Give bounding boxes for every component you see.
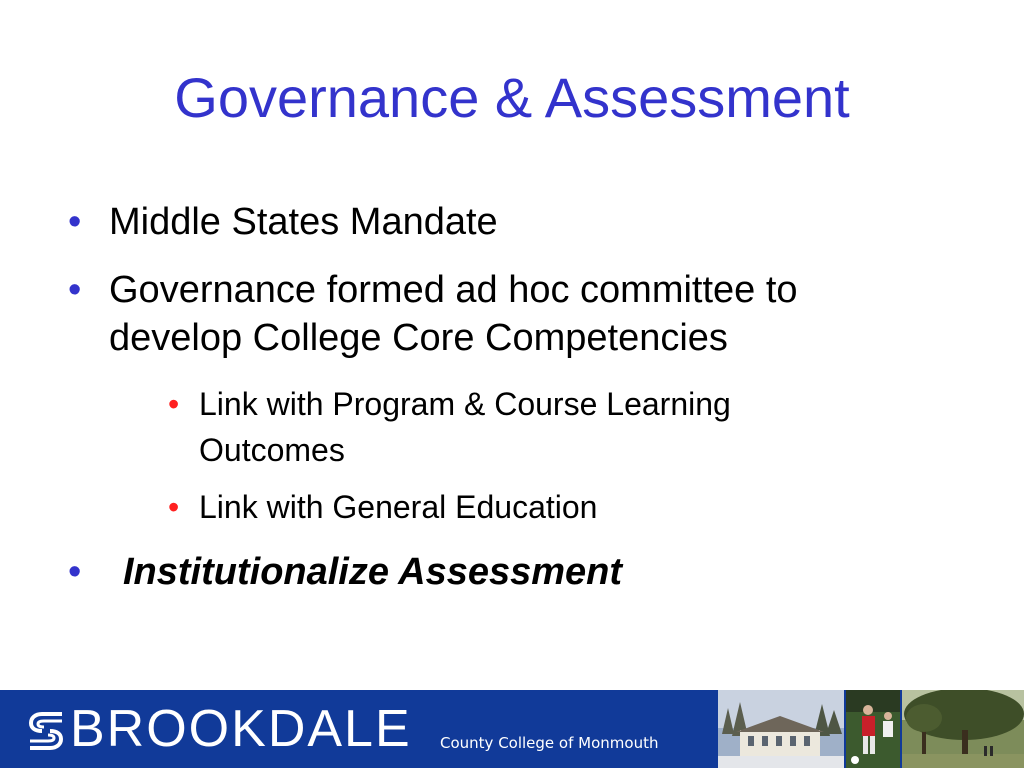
trees-landscape-photo: [902, 690, 1024, 768]
brookdale-logo-icon: [26, 708, 66, 754]
sub-bullet-text-line: Outcomes: [199, 432, 345, 468]
sub-bullet-marker: •: [168, 386, 180, 422]
footer-banner: [0, 690, 1024, 768]
campus-building-photo: [718, 690, 844, 768]
bullet-marker: •: [68, 551, 82, 593]
photo-strip: [718, 690, 1024, 768]
brand-name: BROOKDALE: [70, 700, 412, 758]
sub-bullet-text: Link with General Education: [199, 489, 598, 525]
sub-bullet-marker: •: [168, 489, 180, 525]
bullet-item: [68, 266, 968, 362]
slide-title: Governance & Assessment: [174, 66, 850, 129]
bullet-marker: •: [68, 201, 82, 243]
bullet-text-line: develop College Core Competencies: [109, 317, 728, 359]
bullet-marker: •: [68, 269, 82, 311]
bullet-text-line: Governance formed ad hoc committee to: [109, 269, 798, 311]
bullet-item: [68, 198, 968, 246]
sub-bullet-item: [168, 381, 888, 473]
sub-bullet-item: [168, 484, 888, 530]
brand-subtitle: County College of Monmouth: [440, 734, 659, 752]
bullet-item: [68, 548, 968, 596]
sub-bullet-text-line: Link with Program & Course Learning: [199, 386, 731, 422]
soccer-players-photo: [846, 690, 900, 768]
bullet-text: Middle States Mandate: [109, 201, 498, 243]
bullet-text-emphasis: Institutionalize Assessment: [123, 551, 623, 593]
